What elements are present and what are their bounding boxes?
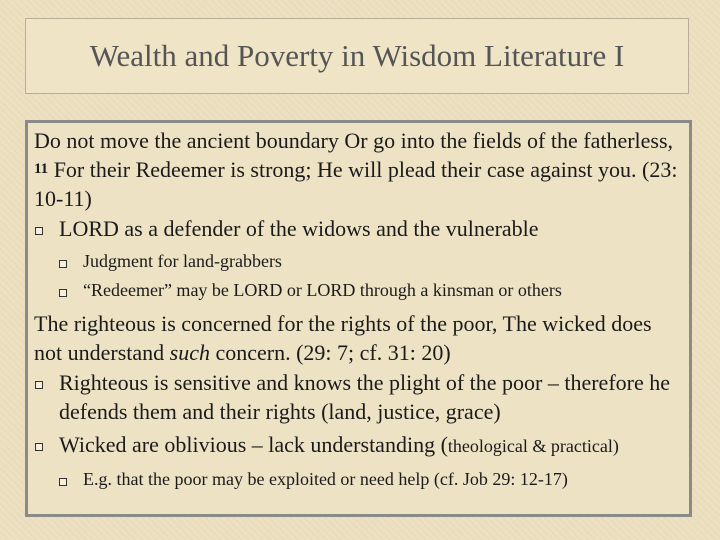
sub-bullet-item xyxy=(34,465,683,494)
content-box xyxy=(25,120,692,517)
square-bullet-icon xyxy=(35,443,43,451)
emphasis-text: such xyxy=(169,340,210,365)
bullet-item xyxy=(34,214,683,243)
quote-paragraph-2 xyxy=(34,309,683,367)
title-box xyxy=(25,18,689,94)
square-bullet-icon xyxy=(59,478,67,486)
sub-bullet-text: Judgment for land-grabbers xyxy=(83,251,282,271)
bullet-text-small: theological & practical) xyxy=(447,436,619,456)
bullet-item xyxy=(34,430,683,461)
quote-1-text-b: For their Redeemer is strong; He will plead their case against you. (23: 10-11) xyxy=(34,157,678,211)
bullet-item xyxy=(34,368,683,426)
square-bullet-icon xyxy=(35,381,43,389)
bullet-text: Righteous is sensitive and knows the plight of the poor – therefore he defends them and their rights (land, justice, grace) xyxy=(59,370,670,424)
sub-bullet-item xyxy=(34,247,683,276)
square-bullet-icon xyxy=(35,227,43,235)
slide-title: Wealth and Poverty in Wisdom Literature I xyxy=(89,38,625,73)
sub-bullet-text: “Redeemer” may be LORD or LORD through a kinsman or others xyxy=(83,280,562,300)
quote-2-text-a: The righteous is concerned for the rights of the poor, The wicked does not understand xyxy=(34,311,652,365)
square-bullet-icon xyxy=(59,260,67,268)
square-bullet-icon xyxy=(59,289,67,297)
verse-number: 11 xyxy=(34,161,49,177)
bullet-text-a: Wicked are oblivious – lack understanding ( xyxy=(59,432,448,457)
quote-paragraph-1 xyxy=(34,126,683,213)
quote-1-text-a: Do not move the ancient boundary Or go into the fields of the fatherless, xyxy=(34,128,674,153)
sub-bullet-text: E.g. that the poor may be exploited or need help (cf. Job 29: 12-17) xyxy=(83,469,568,489)
bullet-text: LORD as a defender of the widows and the vulnerable xyxy=(59,216,539,241)
quote-2-text-b: concern. (29: 7; cf. 31: 20) xyxy=(209,340,451,365)
sub-bullet-item xyxy=(34,276,683,305)
